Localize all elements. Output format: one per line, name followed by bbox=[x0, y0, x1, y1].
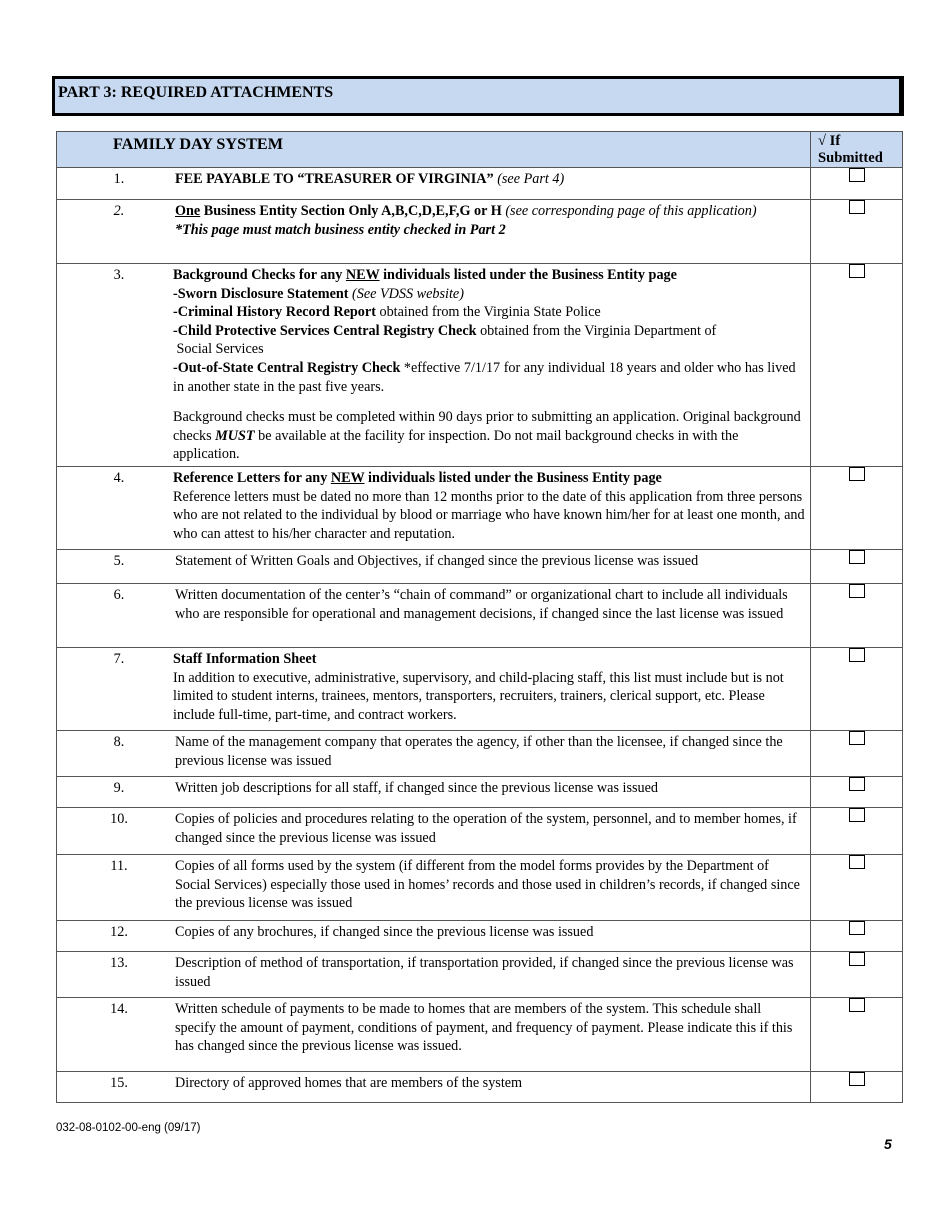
check-header-line1: √ If bbox=[818, 133, 841, 149]
item-text: Name of the management company that operates the agency, if other than the licensee, if changed since the previous license was issued bbox=[175, 734, 783, 769]
item-number: 9. bbox=[113, 780, 125, 796]
item-text: Written job descriptions for all staff, if changed since the previous license was issued bbox=[175, 780, 658, 796]
part-title: PART 3: REQUIRED ATTACHMENTS bbox=[58, 84, 334, 101]
item-text bbox=[173, 648, 807, 724]
submitted-checkbox[interactable] bbox=[849, 777, 865, 791]
paragraph-gap bbox=[173, 396, 807, 408]
table-row bbox=[57, 731, 903, 777]
item-plain-text: Reference letters must be dated no more than 12 months prior to the date of this application from three persons who are not related to the individual by blood or marriage who have known him/her for at least one month, and who can attest to his/her character and reputation. bbox=[173, 488, 805, 542]
item-emphasis-text: MUST bbox=[215, 427, 255, 444]
submitted-checkbox[interactable] bbox=[849, 584, 865, 598]
item-text: Statement of Written Goals and Objectives, if changed since the previous license was issued bbox=[175, 553, 699, 569]
item-number: 4. bbox=[113, 470, 125, 486]
item-plain-text: obtained from the Virginia Department of bbox=[476, 322, 717, 339]
item-italic-text: (See VDSS website) bbox=[348, 285, 464, 302]
table-row bbox=[57, 550, 903, 584]
item-text bbox=[173, 264, 807, 464]
check-header-line2: Submitted bbox=[818, 150, 883, 166]
submitted-checkbox[interactable] bbox=[849, 921, 865, 935]
item-bold-text: -Criminal History Record Report bbox=[173, 304, 376, 321]
item-text: Written documentation of the center’s “chain of command” or organizational chart to include all individuals who are responsible for operational and management decisions, if changed since the last license was issued bbox=[175, 587, 788, 622]
table-row bbox=[57, 998, 903, 1072]
form-code: 032-08-0102-00-eng (09/17) bbox=[56, 1122, 201, 1134]
item-number: 15. bbox=[110, 1075, 128, 1091]
submitted-checkbox[interactable] bbox=[849, 264, 865, 278]
submitted-checkbox[interactable] bbox=[849, 168, 865, 182]
item-bold-text: individuals listed under the Business Entity page bbox=[379, 267, 677, 283]
item-number: 1. bbox=[113, 171, 125, 187]
item-bold-text: -Sworn Disclosure Statement bbox=[173, 285, 349, 302]
item-bold-text: Business Entity Section Only A,B,C,D,E,F,G or H bbox=[200, 203, 502, 219]
submitted-checkbox[interactable] bbox=[849, 808, 865, 822]
submitted-checkbox[interactable] bbox=[849, 467, 865, 481]
item-number: 13. bbox=[110, 955, 128, 971]
table-row bbox=[57, 584, 903, 648]
item-underline-text: NEW bbox=[330, 470, 365, 486]
item-text bbox=[175, 200, 807, 239]
item-text: Copies of policies and procedures relating to the operation of the system, personnel, and to member homes, if changed since the previous license was issued bbox=[175, 811, 797, 846]
submitted-checkbox[interactable] bbox=[849, 952, 865, 966]
table-row bbox=[57, 808, 903, 855]
submitted-checkbox[interactable] bbox=[849, 200, 865, 214]
item-text: Copies of any brochures, if changed since the previous license was issued bbox=[175, 924, 594, 940]
item-number: 12. bbox=[110, 924, 128, 940]
table-row bbox=[57, 952, 903, 998]
item-text: Copies of all forms used by the system (if different from the model forms provides by the Department of Social Services) especially those used in homes’ records and those used in children’s records, if changed since the previous license was issued bbox=[175, 858, 800, 912]
submitted-checkbox[interactable] bbox=[849, 648, 865, 662]
item-underline-text: One bbox=[175, 203, 201, 219]
submitted-column-header bbox=[811, 132, 902, 167]
item-plain-text: Social Services bbox=[173, 341, 264, 358]
item-number: 7. bbox=[113, 651, 125, 667]
item-bold-text: Reference Letters for any bbox=[173, 470, 331, 486]
item-number: 3. bbox=[113, 267, 125, 283]
submitted-checkbox[interactable] bbox=[849, 550, 865, 564]
item-italic-text: (see corresponding page of this application) bbox=[501, 203, 757, 219]
item-number: 8. bbox=[113, 734, 125, 750]
item-bold-text: individuals listed under the Business Entity page bbox=[364, 470, 662, 486]
item-plain-text: Background checks must be completed within 90 days prior to submitting an application. Original background checks bbox=[173, 409, 801, 444]
item-underline-text: NEW bbox=[345, 267, 380, 283]
submitted-checkbox[interactable] bbox=[849, 855, 865, 869]
item-plain-text: be available at the facility for inspection. Do not mail background checks in with the application. bbox=[173, 427, 739, 463]
item-bold-text: FEE PAYABLE TO “TREASURER OF VIRGINIA” bbox=[175, 171, 494, 187]
item-plain-text: obtained from the Virginia State Police bbox=[375, 304, 601, 321]
submitted-checkbox[interactable] bbox=[849, 731, 865, 745]
table-row bbox=[57, 648, 903, 731]
item-bold-text: Staff Information Sheet bbox=[173, 651, 317, 667]
item-number: 2. bbox=[113, 203, 125, 219]
table-row bbox=[57, 200, 903, 264]
part-header bbox=[52, 76, 904, 116]
item-text: Directory of approved homes that are members of the system bbox=[175, 1075, 523, 1091]
item-plain-text: In addition to executive, administrative, supervisory, and child-placing staff, this list must include but is not limited to student interns, trainees, mentors, transporters, recruiters, trainers, clerical support, etc. Please include full-time, part-time, and contract workers. bbox=[173, 669, 784, 723]
item-bold-text: -Child Protective Services Central Registry Check bbox=[173, 322, 477, 339]
table-row bbox=[57, 168, 903, 200]
item-text: Written schedule of payments to be made to homes that are members of the system. This schedule shall specify the amount of payment, conditions of payment, and frequency of payment. Please indicate this if this has changed since the previous license was issued. bbox=[175, 1001, 793, 1055]
item-number: 10. bbox=[110, 811, 128, 827]
page-number: 5 bbox=[884, 1136, 892, 1152]
item-text: Description of method of transportation, if transportation provided, if changed since the previous license was issued bbox=[175, 955, 794, 990]
attachments-table bbox=[56, 131, 903, 1103]
item-number: 14. bbox=[110, 1001, 128, 1017]
table-title: FAMILY DAY SYSTEM bbox=[113, 135, 283, 153]
item-plain-text: *effective 7/1/17 for any individual 18 years and older who has lived in another state in the past five years. bbox=[173, 359, 796, 395]
table-row bbox=[57, 855, 903, 921]
item-bold-text: Background Checks for any bbox=[173, 267, 346, 283]
item-number: 11. bbox=[110, 858, 128, 874]
item-note: *This page must match business entity checked in Part 2 bbox=[175, 221, 506, 238]
item-text bbox=[175, 168, 807, 189]
item-number: 5. bbox=[113, 553, 125, 569]
table-row bbox=[57, 1072, 903, 1103]
submitted-checkbox[interactable] bbox=[849, 1072, 865, 1086]
item-text bbox=[173, 467, 807, 543]
item-bold-text: -Out-of-State Central Registry Check bbox=[173, 359, 401, 376]
table-row bbox=[57, 921, 903, 952]
table-row bbox=[57, 264, 903, 467]
table-header-row bbox=[57, 132, 903, 168]
item-italic-text: (see Part 4) bbox=[493, 171, 565, 187]
table-row bbox=[57, 467, 903, 550]
submitted-checkbox[interactable] bbox=[849, 998, 865, 1012]
item-number: 6. bbox=[113, 587, 125, 603]
table-row bbox=[57, 777, 903, 808]
